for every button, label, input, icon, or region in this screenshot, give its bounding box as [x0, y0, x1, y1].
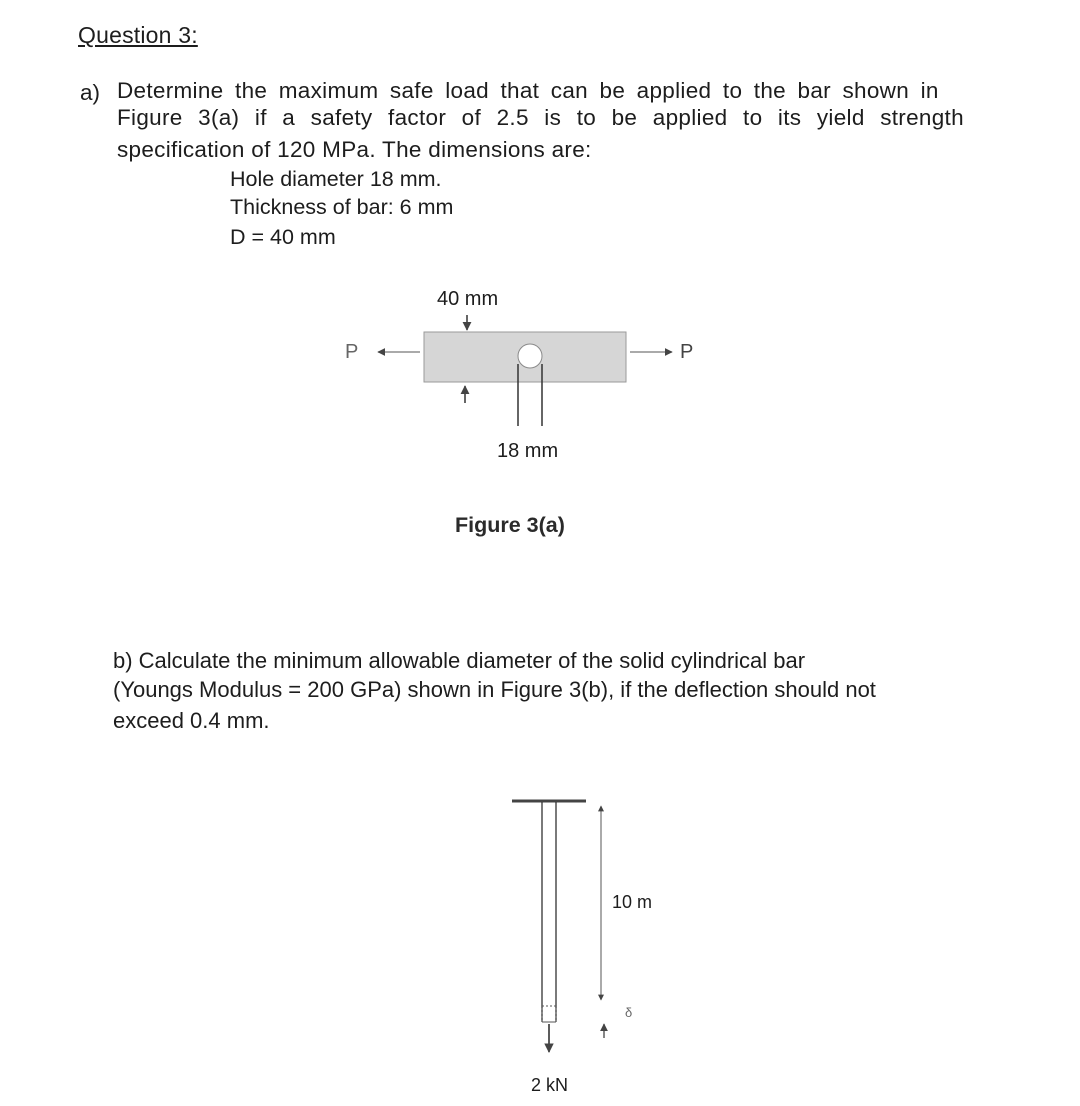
load-right-label: P — [680, 341, 694, 363]
load-label: 2 kN — [531, 1075, 569, 1095]
hole-label: 18 mm — [497, 440, 559, 462]
length-label: 10 m — [612, 892, 653, 912]
width-d-text: D = 40 mm — [230, 225, 336, 249]
part-a-line-2: Figure 3(a) if a safety factor of 2.5 is to be applied to its yield strength — [117, 105, 964, 130]
part-a-label: a) — [80, 80, 101, 105]
part-a-line-3: specification of 120 MPa. The dimensions are: — [117, 137, 592, 162]
deflected-end — [542, 1006, 556, 1022]
question-heading: Question 3: — [78, 22, 198, 48]
part-b-line-3: exceed 0.4 mm. — [113, 708, 270, 733]
part-b-line-2: (Youngs Modulus = 200 GPa) shown in Figure 3(b), if the deflection should not — [113, 677, 876, 702]
width-label: 40 mm — [437, 288, 499, 310]
load-left-label: P — [345, 341, 359, 363]
deflection-symbol: δ — [625, 1005, 633, 1020]
hole-diameter-text: Hole diameter 18 mm. — [230, 167, 442, 191]
figure-3a-caption: Figure 3(a) — [455, 513, 565, 537]
part-a-line-1: Determine the maximum safe load that can be applied to the bar shown in — [117, 78, 939, 103]
part-b-line-1: b) Calculate the minimum allowable diameter of the solid cylindrical bar — [113, 648, 806, 673]
thickness-text: Thickness of bar: 6 mm — [230, 195, 454, 219]
